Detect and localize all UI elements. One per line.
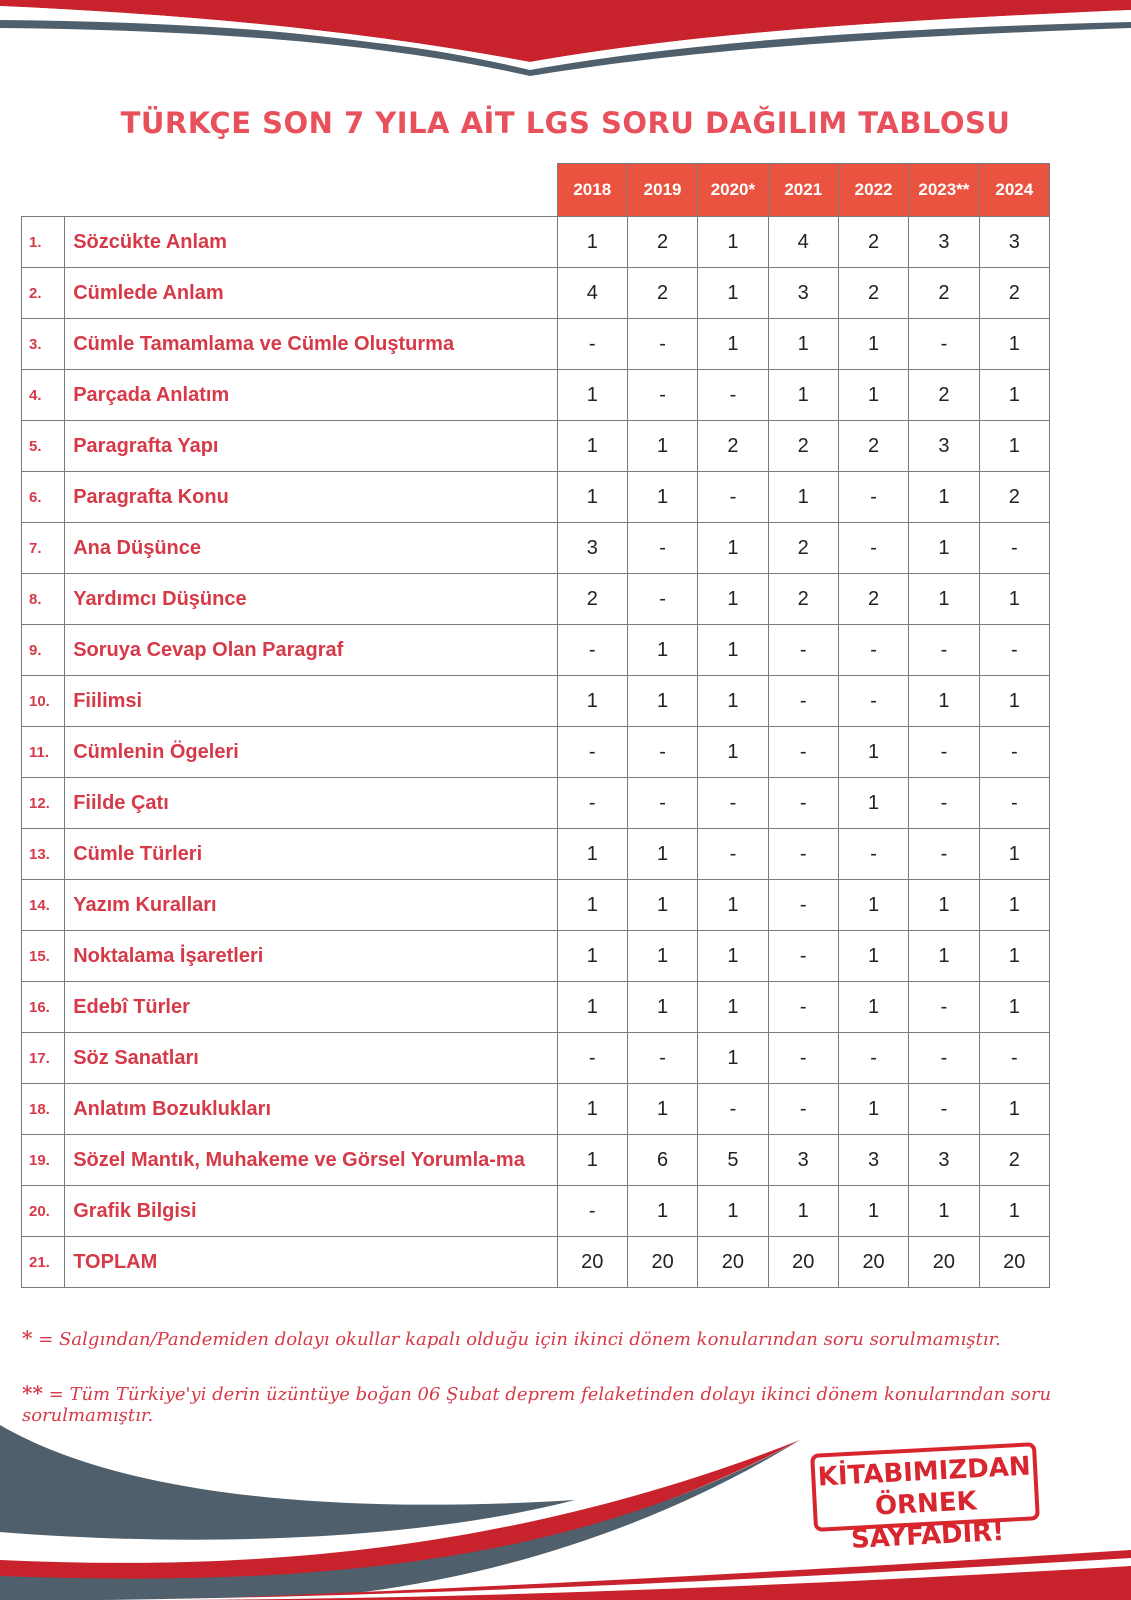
topic-name: Grafik Bilgisi xyxy=(65,1186,557,1237)
question-count: 1 xyxy=(698,727,768,778)
question-count: 2 xyxy=(627,217,697,268)
question-count: - xyxy=(698,472,768,523)
topic-name: Yazım Kuralları xyxy=(65,880,557,931)
question-count: - xyxy=(627,319,697,370)
year-header: 2020* xyxy=(698,164,768,217)
row-number: 18. xyxy=(22,1084,65,1135)
question-count: 1 xyxy=(557,1084,627,1135)
footnote-mark: * xyxy=(22,1326,33,1350)
question-count: - xyxy=(768,829,838,880)
question-count: - xyxy=(979,625,1049,676)
lgs-distribution-table xyxy=(21,163,1050,1288)
question-count: 1 xyxy=(838,1084,908,1135)
row-number: 13. xyxy=(22,829,65,880)
question-count: 2 xyxy=(979,268,1049,319)
question-count: - xyxy=(838,676,908,727)
row-number: 17. xyxy=(22,1033,65,1084)
question-count: 2 xyxy=(698,421,768,472)
topic-name: Sözel Mantık, Muhakeme ve Görsel Yorumla-ma xyxy=(65,1135,557,1186)
topic-name: Edebî Türler xyxy=(65,982,557,1033)
sample-page-stamp xyxy=(810,1442,1040,1555)
question-count: - xyxy=(979,727,1049,778)
table-row xyxy=(22,829,1050,880)
question-count: 1 xyxy=(768,319,838,370)
question-count: 2 xyxy=(838,421,908,472)
table-row xyxy=(22,1237,1050,1288)
question-count: - xyxy=(557,625,627,676)
table-row xyxy=(22,982,1050,1033)
question-count: 1 xyxy=(698,1186,768,1237)
question-count: - xyxy=(768,727,838,778)
question-count: - xyxy=(627,574,697,625)
topic-name: Parçada Anlatım xyxy=(65,370,557,421)
question-count: 1 xyxy=(838,370,908,421)
top-decoration xyxy=(0,0,1131,80)
question-count: 1 xyxy=(627,625,697,676)
row-number: 8. xyxy=(22,574,65,625)
question-count: - xyxy=(768,1033,838,1084)
question-count: - xyxy=(838,829,908,880)
footnote-text: = Tüm Türkiye'yi derin üzüntüye boğan 06 Şubat deprem felaketinden dolayı ikinci dönem konularından soru sorulmamıştır. xyxy=(22,1384,1052,1426)
question-count: 1 xyxy=(557,370,627,421)
question-count: 1 xyxy=(698,625,768,676)
table-row xyxy=(22,319,1050,370)
row-number: 11. xyxy=(22,727,65,778)
topic-name: Cümlede Anlam xyxy=(65,268,557,319)
question-count: 1 xyxy=(979,880,1049,931)
question-count: 1 xyxy=(979,982,1049,1033)
year-header: 2022 xyxy=(838,164,908,217)
question-count: 2 xyxy=(557,574,627,625)
question-count: - xyxy=(768,625,838,676)
year-header: 2021 xyxy=(768,164,838,217)
question-count: 1 xyxy=(979,370,1049,421)
question-count: 1 xyxy=(979,829,1049,880)
question-count: - xyxy=(698,370,768,421)
question-count: 2 xyxy=(838,268,908,319)
question-count: 1 xyxy=(698,217,768,268)
table-row xyxy=(22,1084,1050,1135)
table-row xyxy=(22,931,1050,982)
table-row xyxy=(22,880,1050,931)
question-count: 1 xyxy=(838,880,908,931)
question-count: 1 xyxy=(557,472,627,523)
question-count: 1 xyxy=(768,370,838,421)
question-count: 1 xyxy=(838,319,908,370)
table-row xyxy=(22,778,1050,829)
question-count: - xyxy=(698,778,768,829)
question-count: 2 xyxy=(627,268,697,319)
question-count: 1 xyxy=(627,676,697,727)
question-count: - xyxy=(557,319,627,370)
question-count: 1 xyxy=(627,472,697,523)
question-count: 1 xyxy=(557,829,627,880)
table-row xyxy=(22,727,1050,778)
row-number: 10. xyxy=(22,676,65,727)
question-count: - xyxy=(979,1033,1049,1084)
question-count: 3 xyxy=(838,1135,908,1186)
question-count: 6 xyxy=(627,1135,697,1186)
question-count: - xyxy=(909,625,979,676)
question-count: - xyxy=(838,472,908,523)
topic-name: Anlatım Bozuklukları xyxy=(65,1084,557,1135)
question-count: - xyxy=(627,778,697,829)
row-number: 15. xyxy=(22,931,65,982)
question-count: 1 xyxy=(698,982,768,1033)
table-row xyxy=(22,472,1050,523)
question-count: - xyxy=(909,1033,979,1084)
question-count: 1 xyxy=(979,319,1049,370)
question-count: 3 xyxy=(909,421,979,472)
question-count: 1 xyxy=(627,829,697,880)
topic-name: TOPLAM xyxy=(65,1237,557,1288)
question-count: 4 xyxy=(557,268,627,319)
question-count: 1 xyxy=(627,421,697,472)
question-count: - xyxy=(909,1084,979,1135)
question-count: 20 xyxy=(979,1237,1049,1288)
question-count: 1 xyxy=(979,574,1049,625)
row-number: 9. xyxy=(22,625,65,676)
topic-name: Söz Sanatları xyxy=(65,1033,557,1084)
topic-name: Soruya Cevap Olan Paragraf xyxy=(65,625,557,676)
question-count: 1 xyxy=(698,676,768,727)
question-count: - xyxy=(557,1033,627,1084)
question-count: - xyxy=(627,370,697,421)
question-count: 1 xyxy=(557,217,627,268)
question-count: 1 xyxy=(698,319,768,370)
question-count: 1 xyxy=(627,982,697,1033)
table-row xyxy=(22,268,1050,319)
table-row xyxy=(22,523,1050,574)
row-number: 4. xyxy=(22,370,65,421)
table-row xyxy=(22,574,1050,625)
question-count: 1 xyxy=(698,880,768,931)
question-count: 1 xyxy=(909,574,979,625)
question-count: - xyxy=(838,523,908,574)
table-row xyxy=(22,1033,1050,1084)
question-count: 1 xyxy=(838,778,908,829)
question-count: 1 xyxy=(557,421,627,472)
question-count: - xyxy=(557,778,627,829)
question-count: 20 xyxy=(557,1237,627,1288)
question-count: 1 xyxy=(909,676,979,727)
question-count: 1 xyxy=(838,1186,908,1237)
question-count: 1 xyxy=(557,1135,627,1186)
question-count: 1 xyxy=(979,1084,1049,1135)
table-row xyxy=(22,370,1050,421)
question-count: - xyxy=(768,931,838,982)
question-count: 1 xyxy=(557,880,627,931)
question-count: - xyxy=(698,829,768,880)
stamp-line-1: KİTABIMIZDAN xyxy=(817,1451,1032,1493)
topic-name: Paragrafta Yapı xyxy=(65,421,557,472)
question-count: 1 xyxy=(557,676,627,727)
question-count: 4 xyxy=(768,217,838,268)
topic-name: Cümlenin Ögeleri xyxy=(65,727,557,778)
row-number: 16. xyxy=(22,982,65,1033)
question-count: 2 xyxy=(979,1135,1049,1186)
year-header: 2024 xyxy=(979,164,1049,217)
footnote-pandemic xyxy=(22,1326,1001,1350)
table-header-row xyxy=(22,164,1050,217)
year-header: 2023** xyxy=(909,164,979,217)
row-number: 3. xyxy=(22,319,65,370)
question-count: 1 xyxy=(838,982,908,1033)
question-count: 1 xyxy=(979,676,1049,727)
question-count: 20 xyxy=(909,1237,979,1288)
question-count: - xyxy=(768,880,838,931)
question-count: 1 xyxy=(909,931,979,982)
question-count: - xyxy=(557,727,627,778)
question-count: 1 xyxy=(909,1186,979,1237)
question-count: - xyxy=(627,1033,697,1084)
question-count: 1 xyxy=(979,1186,1049,1237)
question-count: - xyxy=(909,319,979,370)
question-count: 3 xyxy=(979,217,1049,268)
question-count: - xyxy=(698,1084,768,1135)
topic-name: Yardımcı Düşünce xyxy=(65,574,557,625)
question-count: 3 xyxy=(557,523,627,574)
question-count: 1 xyxy=(627,1084,697,1135)
topic-name: Cümle Türleri xyxy=(65,829,557,880)
row-number: 1. xyxy=(22,217,65,268)
question-count: 20 xyxy=(768,1237,838,1288)
question-count: 1 xyxy=(909,523,979,574)
question-count: 2 xyxy=(979,472,1049,523)
question-count: 1 xyxy=(768,472,838,523)
row-number: 21. xyxy=(22,1237,65,1288)
question-count: 1 xyxy=(627,880,697,931)
question-count: 3 xyxy=(909,217,979,268)
question-count: 2 xyxy=(909,268,979,319)
question-count: 1 xyxy=(557,931,627,982)
question-count: - xyxy=(557,1186,627,1237)
topic-name: Fiilimsi xyxy=(65,676,557,727)
question-count: 1 xyxy=(979,421,1049,472)
footnote-text: = Salgından/Pandemiden dolayı okullar kapalı olduğu için ikinci dönem konularından soru sorulmamıştır. xyxy=(38,1329,1001,1350)
question-count: 1 xyxy=(698,1033,768,1084)
question-count: - xyxy=(768,778,838,829)
topic-name: Cümle Tamamlama ve Cümle Oluşturma xyxy=(65,319,557,370)
table-row xyxy=(22,1186,1050,1237)
table-row xyxy=(22,217,1050,268)
topic-name: Sözcükte Anlam xyxy=(65,217,557,268)
question-count: 1 xyxy=(768,1186,838,1237)
row-number: 7. xyxy=(22,523,65,574)
question-count: 1 xyxy=(838,931,908,982)
row-number: 6. xyxy=(22,472,65,523)
topic-name: Ana Düşünce xyxy=(65,523,557,574)
question-count: 2 xyxy=(768,421,838,472)
question-count: 1 xyxy=(627,931,697,982)
question-count: 3 xyxy=(768,1135,838,1186)
question-count: - xyxy=(909,778,979,829)
question-count: 1 xyxy=(557,982,627,1033)
question-count: - xyxy=(909,829,979,880)
question-count: - xyxy=(979,778,1049,829)
question-count: - xyxy=(838,1033,908,1084)
question-count: 1 xyxy=(838,727,908,778)
row-number: 2. xyxy=(22,268,65,319)
table-row xyxy=(22,625,1050,676)
question-count: 2 xyxy=(768,574,838,625)
question-count: 2 xyxy=(909,370,979,421)
year-header: 2019 xyxy=(627,164,697,217)
stamp-line-2: ÖRNEK SAYFADIR! xyxy=(850,1486,1005,1555)
row-number: 5. xyxy=(22,421,65,472)
table-row xyxy=(22,1135,1050,1186)
topic-name: Fiilde Çatı xyxy=(65,778,557,829)
question-count: 2 xyxy=(838,217,908,268)
topic-name: Paragrafta Konu xyxy=(65,472,557,523)
question-count: - xyxy=(838,625,908,676)
page-title: TÜRKÇE SON 7 YILA AİT LGS SORU DAĞILIM TABLOSU xyxy=(120,106,1011,140)
question-count: 1 xyxy=(698,268,768,319)
row-number: 12. xyxy=(22,778,65,829)
question-count: 1 xyxy=(909,472,979,523)
question-count: - xyxy=(979,523,1049,574)
question-count: 1 xyxy=(627,1186,697,1237)
question-count: 5 xyxy=(698,1135,768,1186)
question-count: 20 xyxy=(698,1237,768,1288)
question-count: 20 xyxy=(627,1237,697,1288)
question-count: - xyxy=(909,727,979,778)
header-blank xyxy=(22,164,558,217)
question-count: 1 xyxy=(909,880,979,931)
question-count: - xyxy=(909,982,979,1033)
question-count: 1 xyxy=(698,523,768,574)
question-count: 2 xyxy=(838,574,908,625)
table-row xyxy=(22,676,1050,727)
question-count: 1 xyxy=(979,931,1049,982)
footnote-mark: ** xyxy=(22,1381,43,1405)
question-count: 20 xyxy=(838,1237,908,1288)
question-count: - xyxy=(627,727,697,778)
question-count: 1 xyxy=(698,574,768,625)
row-number: 20. xyxy=(22,1186,65,1237)
question-count: 1 xyxy=(698,931,768,982)
table-row xyxy=(22,421,1050,472)
question-count: - xyxy=(768,676,838,727)
row-number: 14. xyxy=(22,880,65,931)
question-count: - xyxy=(768,982,838,1033)
year-header: 2018 xyxy=(557,164,627,217)
question-count: - xyxy=(627,523,697,574)
question-count: - xyxy=(768,1084,838,1135)
question-count: 3 xyxy=(909,1135,979,1186)
question-count: 3 xyxy=(768,268,838,319)
topic-name: Noktalama İşaretleri xyxy=(65,931,557,982)
question-count: 2 xyxy=(768,523,838,574)
row-number: 19. xyxy=(22,1135,65,1186)
